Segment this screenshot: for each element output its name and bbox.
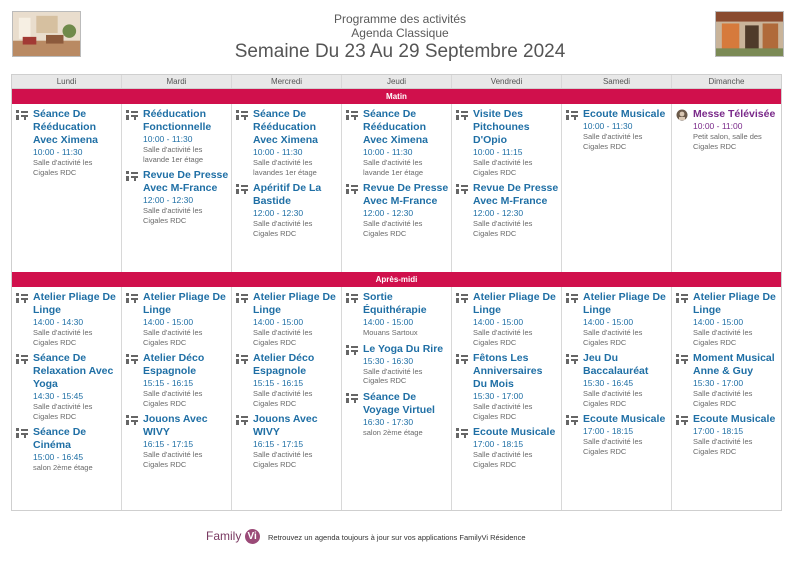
activity-item[interactable] <box>455 291 559 347</box>
activity-location: Salle d'activité les Cigales RDC <box>143 206 203 225</box>
activity-body <box>253 352 339 408</box>
activity-time: 10:00 - 11:30 <box>583 121 633 131</box>
activity-body <box>33 352 119 421</box>
activity-location: Salle d'activité les lavande 1er étage <box>143 145 204 164</box>
activity-body <box>583 108 669 151</box>
activity-title[interactable]: Atelier Pliage De Linge <box>583 291 666 316</box>
activity-title[interactable]: Atelier Déco Espagnole <box>253 352 315 377</box>
apres-midi-cell-mercredi <box>232 287 342 510</box>
activity-body <box>693 352 779 408</box>
activity-time: 12:00 - 12:30 <box>363 208 414 218</box>
activity-item[interactable] <box>235 108 339 177</box>
activity-body <box>143 291 229 347</box>
activity-location: Salle d'activité les Cigales RDC <box>33 158 93 177</box>
activity-time: 15:30 - 17:00 <box>473 391 524 401</box>
activity-item[interactable] <box>675 413 779 456</box>
activity-location: Salle d'activité les Cigales RDC <box>33 402 93 421</box>
activity-body <box>363 343 449 386</box>
activity-title[interactable]: Séance De Relaxation Avec Yoga <box>33 352 114 390</box>
activity-body <box>363 182 449 238</box>
activity-icon <box>455 291 473 347</box>
activity-icon <box>565 352 583 408</box>
activity-title[interactable]: Séance De Voyage Virtuel <box>363 390 435 416</box>
activity-icon <box>345 343 363 386</box>
activity-title[interactable]: Revue De Presse Avec M-France <box>363 182 449 207</box>
activity-item[interactable] <box>565 108 669 151</box>
row-apres-midi <box>12 287 781 510</box>
activity-location: Salle d'activité les Cigales RDC <box>33 328 93 347</box>
activity-location: Salle d'activité les Cigales RDC <box>143 450 203 469</box>
activity-item[interactable] <box>565 291 669 347</box>
activity-item[interactable] <box>345 182 449 238</box>
activity-icon <box>235 352 253 408</box>
activity-icon <box>235 182 253 238</box>
activity-body <box>143 108 229 164</box>
activity-time: 12:00 - 12:30 <box>143 195 194 205</box>
activity-body <box>143 413 229 469</box>
weekly-schedule-grid <box>11 74 782 511</box>
activity-time: 15:00 - 16:45 <box>33 452 84 462</box>
activity-body <box>473 108 559 177</box>
activity-item[interactable] <box>345 391 449 438</box>
activity-title[interactable]: Moment Musical Anne & Guy <box>693 352 775 377</box>
activity-location: Salle d'activité les Cigales RDC <box>253 389 313 408</box>
footer-text: Retrouvez un agenda toujours à jour sur vos applications FamilyVi Résidence <box>268 533 526 542</box>
band-matin: Matin <box>12 89 781 104</box>
activity-icon <box>125 413 143 469</box>
activity-body <box>693 108 779 151</box>
activity-time: 17:00 - 18:15 <box>583 426 634 436</box>
day-header-lundi: Lundi <box>12 75 122 88</box>
activity-time: 10:00 - 11:30 <box>253 147 303 157</box>
activity-item[interactable] <box>235 291 339 347</box>
activity-time: 10:00 - 11:30 <box>33 147 83 157</box>
activity-icon <box>455 108 473 177</box>
activity-item[interactable] <box>675 352 779 408</box>
matin-cell-dimanche <box>672 104 781 272</box>
activity-location: Salle d'activité les Cigales RDC <box>253 328 313 347</box>
activity-location: Salle d'activité les Cigales RDC <box>253 450 313 469</box>
activity-icon <box>345 108 363 177</box>
activity-location: Salle d'activité les Cigales RDC <box>363 219 423 238</box>
activity-location: Salle d'activité les lavandes 1er étage <box>253 158 317 177</box>
apres-midi-cell-dimanche <box>672 287 781 510</box>
activity-item[interactable] <box>125 108 229 164</box>
activity-item[interactable] <box>565 413 669 456</box>
activity-body <box>693 413 779 456</box>
activity-body <box>363 291 449 338</box>
day-header-row <box>12 75 781 89</box>
activity-time: 17:00 - 18:15 <box>693 426 744 436</box>
activity-title[interactable]: Sortie Équithérapie <box>363 291 427 316</box>
activity-time: 15:30 - 17:00 <box>693 378 744 388</box>
activity-time: 16:15 - 17:15 <box>253 439 304 449</box>
activity-item[interactable] <box>455 352 559 421</box>
matin-cell-mardi <box>122 104 232 272</box>
activity-icon <box>565 413 583 456</box>
familyvi-logo <box>206 529 260 544</box>
activity-body <box>253 413 339 469</box>
activity-item[interactable] <box>455 182 559 238</box>
day-header-jeudi: Jeudi <box>342 75 452 88</box>
activity-icon <box>235 108 253 177</box>
activity-location: Salle d'activité les Cigales RDC <box>143 328 203 347</box>
page-title: Semaine Du 23 Au 29 Septembre 2024 <box>234 41 566 62</box>
activity-icon <box>15 352 33 421</box>
activity-icon <box>345 182 363 238</box>
activity-location: Salle d'activité les Cigales RDC <box>583 389 643 408</box>
activity-body <box>473 182 559 238</box>
activity-title[interactable]: Atelier Pliage De Linge <box>253 291 336 316</box>
activity-title[interactable]: Séance De Rééducation Avec Ximena <box>253 108 318 146</box>
activity-time: 15:30 - 16:30 <box>363 355 414 366</box>
activity-time: 17:00 - 18:15 <box>473 439 524 449</box>
apres-midi-cell-vendredi <box>452 287 562 510</box>
activity-body <box>143 352 229 408</box>
activity-title[interactable]: Séance De Rééducation Avec Ximena <box>363 108 428 146</box>
activity-title[interactable]: Visite Des Pitchounes D'Opio <box>473 108 530 146</box>
activity-icon <box>565 108 583 151</box>
activity-time: 10:00 - 11:15 <box>473 147 523 157</box>
activity-item[interactable] <box>235 352 339 408</box>
activity-location: Salle d'activité les Cigales RDC <box>693 328 753 347</box>
activity-location: Salle d'activité les Cigales RDC <box>363 366 423 385</box>
activity-body <box>693 291 779 347</box>
activity-icon <box>675 413 693 456</box>
activity-title[interactable]: Atelier Pliage De Linge <box>693 291 776 316</box>
day-header-mardi: Mardi <box>122 75 232 88</box>
activity-title[interactable]: Ecoute Musicale <box>473 426 556 438</box>
activity-item[interactable] <box>455 426 559 469</box>
activity-title[interactable]: Le Yoga Du Rire <box>363 342 444 355</box>
activity-item[interactable] <box>15 291 119 347</box>
activity-icon <box>15 426 33 473</box>
activity-location: Salle d'activité les Cigales RDC <box>583 437 643 456</box>
activity-body <box>473 291 559 347</box>
activity-item[interactable] <box>235 413 339 469</box>
activity-time: 15:30 - 16:45 <box>583 378 634 388</box>
activity-title[interactable]: Jeu Du Baccalauréat <box>583 352 649 377</box>
activity-item[interactable] <box>455 108 559 177</box>
activity-time: 14:00 - 15:00 <box>143 317 194 327</box>
activity-time: 14:00 - 15:00 <box>583 317 634 327</box>
activity-icon <box>455 182 473 238</box>
activity-icon <box>125 352 143 408</box>
activity-icon <box>565 291 583 347</box>
activity-body <box>33 291 119 347</box>
activity-body <box>473 352 559 421</box>
activity-location: Salle d'activité les Cigales RDC <box>473 328 533 347</box>
activity-time: 14:00 - 15:00 <box>253 317 304 327</box>
activity-time: 10:00 - 11:30 <box>143 134 193 144</box>
activity-time: 16:30 - 17:30 <box>363 416 414 427</box>
activity-title[interactable]: Atelier Pliage De Linge <box>143 291 226 316</box>
activity-title[interactable]: Fêtons Les Anniversaires Du Mois <box>473 352 543 390</box>
activity-body <box>253 291 339 347</box>
apres-midi-cell-lundi <box>12 287 122 510</box>
activity-time: 10:00 - 11:00 <box>693 121 743 131</box>
activity-title[interactable]: Ecoute Musicale <box>583 108 666 120</box>
apres-midi-cell-samedi <box>562 287 672 510</box>
activity-location: Salle d'activité les Cigales RDC <box>693 389 753 408</box>
activity-item[interactable] <box>675 291 779 347</box>
activity-location: salon 2ème étage <box>363 427 423 437</box>
activity-location: Petit salon, salle des Cigales RDC <box>693 132 762 151</box>
activity-body <box>143 169 229 225</box>
activity-icon <box>15 291 33 347</box>
activity-location: Salle d'activité les Cigales RDC <box>693 437 753 456</box>
day-header-samedi: Samedi <box>562 75 672 88</box>
activity-body <box>253 108 339 177</box>
activity-icon <box>455 426 473 469</box>
activity-title[interactable]: Ecoute Musicale <box>583 413 666 425</box>
activity-body <box>253 182 339 238</box>
activity-time: 14:00 - 15:00 <box>693 317 744 327</box>
activity-body <box>473 426 559 469</box>
activity-item[interactable] <box>345 108 449 177</box>
matin-cell-lundi <box>12 104 122 272</box>
activity-icon <box>125 291 143 347</box>
day-header-vendredi: Vendredi <box>452 75 562 88</box>
activity-icon <box>235 413 253 469</box>
activity-item[interactable] <box>15 352 119 421</box>
activity-title[interactable]: Séance De Cinéma <box>33 426 87 451</box>
activity-body <box>583 413 669 456</box>
activity-title[interactable]: Messe Télévisée <box>693 108 776 120</box>
activity-icon <box>345 391 363 438</box>
activity-title[interactable]: Revue De Presse Avec M-France <box>473 182 559 207</box>
activity-body <box>363 108 449 177</box>
activity-location: Salle d'activité les Cigales RDC <box>473 402 533 421</box>
activity-location: Salle d'activité les Cigales RDC <box>473 219 533 238</box>
band-apres-midi: Après-midi <box>12 272 781 287</box>
header-subtitle: Programme des activités <box>333 12 467 26</box>
activity-time: 12:00 - 12:30 <box>253 208 304 218</box>
day-header-mercredi: Mercredi <box>232 75 342 88</box>
activity-title[interactable]: Revue De Presse Avec M-France <box>143 169 229 194</box>
activity-body <box>33 426 119 473</box>
activity-time: 14:00 - 15:00 <box>473 317 524 327</box>
activity-location: Salle d'activité les Cigales RDC <box>583 328 643 347</box>
activity-item[interactable] <box>15 426 119 473</box>
activity-location: Salle d'activité les lavande 1er étage <box>363 158 424 177</box>
activity-icon <box>235 291 253 347</box>
activity-time: 10:00 - 11:30 <box>363 147 413 157</box>
activity-title[interactable]: Atelier Déco Espagnole <box>143 352 205 377</box>
matin-cell-jeudi <box>342 104 452 272</box>
activity-icon <box>455 352 473 421</box>
activity-location: Mouans Sartoux <box>363 328 418 337</box>
activity-item[interactable] <box>345 291 449 338</box>
matin-cell-mercredi <box>232 104 342 272</box>
activity-body <box>583 291 669 347</box>
activity-title[interactable]: Jouons Avec WIVY <box>253 413 318 438</box>
logo-text: Family <box>206 529 242 543</box>
activity-item[interactable] <box>15 108 119 177</box>
activity-icon <box>675 352 693 408</box>
activity-location: Salle d'activité les Cigales RDC <box>583 132 643 151</box>
activity-icon <box>125 108 143 164</box>
activity-location: Salle d'activité les Cigales RDC <box>473 450 533 469</box>
activity-time: 14:00 - 15:00 <box>363 317 414 327</box>
activity-body <box>583 352 669 408</box>
activity-time: 16:15 - 17:15 <box>143 439 194 449</box>
activity-title[interactable]: Séance De Rééducation Avec Ximena <box>33 108 98 146</box>
activity-body <box>363 391 449 438</box>
activity-time: 14:30 - 15:45 <box>33 391 84 401</box>
activity-title[interactable]: Ecoute Musicale <box>693 413 776 425</box>
apres-midi-cell-jeudi <box>342 287 452 510</box>
activity-item[interactable] <box>125 413 229 469</box>
activity-title[interactable]: Atelier Pliage De Linge <box>473 291 556 316</box>
activity-item[interactable] <box>235 182 339 238</box>
activity-item[interactable] <box>675 108 779 151</box>
activity-body <box>33 108 119 177</box>
logo-badge: Vi <box>245 529 260 544</box>
activity-time: 12:00 - 12:30 <box>473 208 524 218</box>
activity-item[interactable] <box>565 352 669 408</box>
activity-item[interactable] <box>125 169 229 225</box>
activity-item[interactable] <box>345 343 449 386</box>
matin-cell-samedi <box>562 104 672 272</box>
activity-location: Salle d'activité les Cigales RDC <box>253 219 313 238</box>
activity-title[interactable]: Jouons Avec WIVY <box>143 413 208 438</box>
activity-time: 15:15 - 16:15 <box>253 378 304 388</box>
activity-title[interactable]: Rééducation Fonctionnelle <box>143 108 212 133</box>
matin-cell-vendredi <box>452 104 562 272</box>
activity-location: Salle d'activité les Cigales RDC <box>473 158 533 177</box>
activity-location: salon 2ème étage <box>33 463 93 472</box>
activity-time: 14:00 - 14:30 <box>33 317 84 327</box>
prayer-icon <box>675 108 693 151</box>
activity-icon <box>345 291 363 338</box>
day-header-dimanche: Dimanche <box>708 77 745 86</box>
activity-time: 15:15 - 16:15 <box>143 378 194 388</box>
activity-title[interactable]: Apéritif De La Bastide <box>253 182 322 207</box>
apres-midi-cell-mardi <box>122 287 232 510</box>
row-matin <box>12 104 781 272</box>
activity-item[interactable] <box>125 291 229 347</box>
activity-icon <box>675 291 693 347</box>
activity-icon <box>15 108 33 177</box>
header-agenda-type: Agenda Classique <box>351 26 449 40</box>
activity-title[interactable]: Atelier Pliage De Linge <box>33 291 116 316</box>
activity-item[interactable] <box>125 352 229 408</box>
activity-icon <box>125 169 143 225</box>
activity-location: Salle d'activité les Cigales RDC <box>143 389 203 408</box>
